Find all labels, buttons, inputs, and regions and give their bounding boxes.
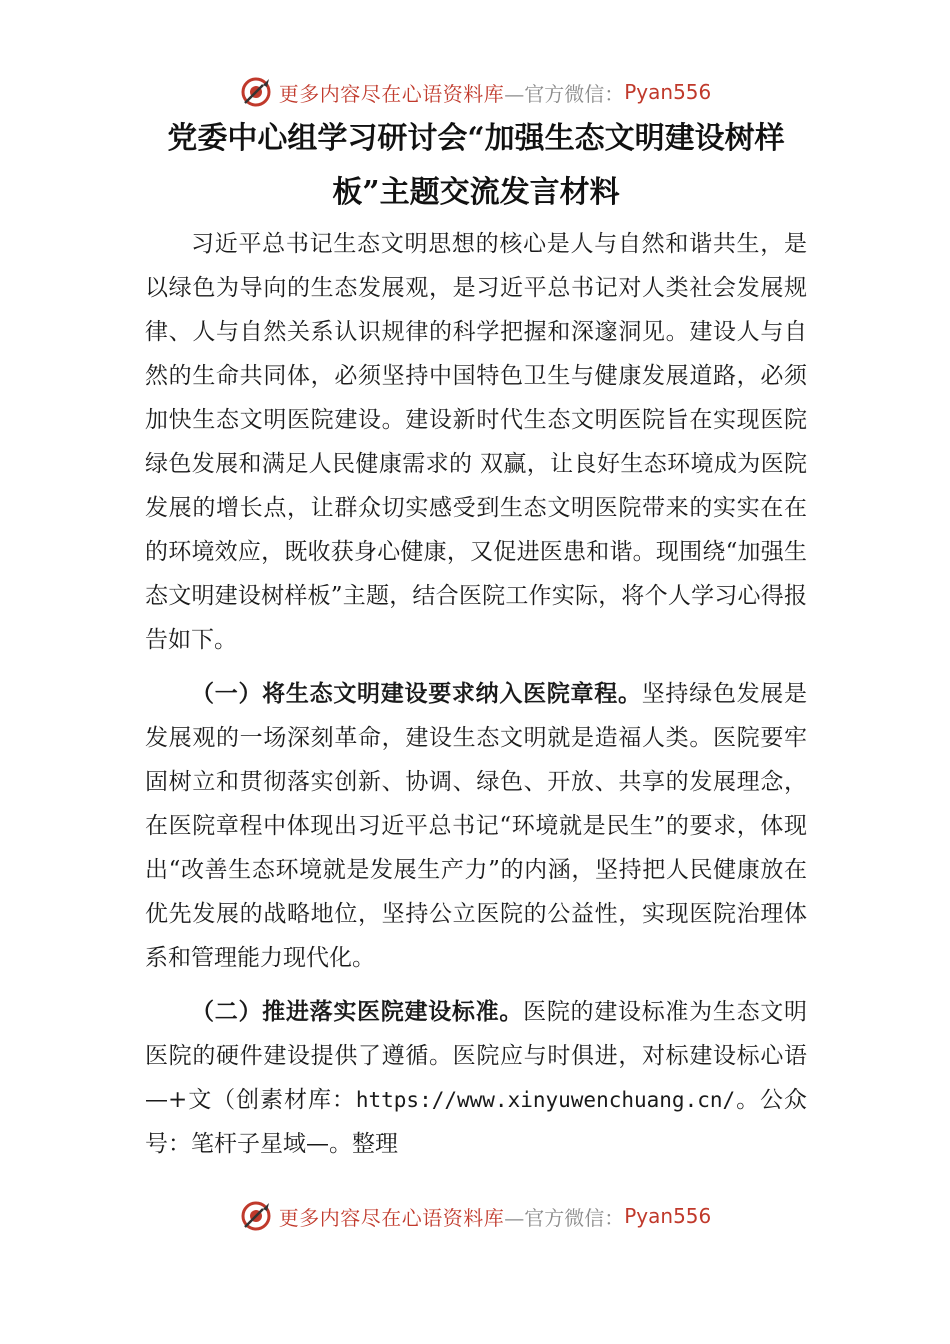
watermark-separator: —官方微信： [504, 1205, 625, 1230]
watermark-wechat-id: Pyan556 [624, 80, 712, 104]
section-2-paragraph [145, 990, 807, 1166]
watermark-wechat-id: Pyan556 [624, 1204, 712, 1228]
source-url: https://www.xinyuwenchuang.cn/ [355, 1088, 736, 1112]
document-title: 党委中心组学习研讨会“加强生态文明建设树样板”主题交流发言材料 [167, 121, 785, 210]
section-1-body: 坚持绿色发展是发展观的一场深刻革命，建设生态文明就是造福人类。医院要牢固树立和贯彻落实创新、协调、绿色、开放、共享的发展理念，在医院章程中体现出习近平总书记“环境就是民生”的要求，体现出“改善生态环境就是发展生产力”的内涵，坚持把人民健康放在优先发展的战略地位，坚持公立医院的公益性，实现医院治理体系和管理能力现代化。 [145, 681, 808, 971]
logo-icon [239, 75, 273, 109]
watermark-separator: —官方微信： [504, 81, 625, 106]
intro-paragraph: 习近平总书记生态文明思想的核心是人与自然和谐共生，是以绿色为导向的生态发展观，是习近平总书记对人类社会发展规律、人与自然关系认识规律的科学把握和深邃洞见。建设人与自然的生命共同体，必须坚持中国特色卫生与健康发展道路，必须加快生态文明医院建设。建设新时代生态文明医院旨在实现医院绿色发展和满足人民健康需求的 双赢，让良好生态环境成为医院发展的增长点，让群众切实感受到生态文明医院带来的实实在在的环境效应，既收获身心健康，又促进医患和谐。现围绕“加强生态文明建设树样板”主题，结合医院工作实际，将个人学习心得报告如下。 [145, 231, 807, 653]
section-2-heading: （二）推进落实医院建设标准。 [191, 999, 524, 1025]
watermark-footer [0, 1196, 950, 1236]
logo-icon [239, 1199, 273, 1233]
watermark-header [0, 72, 950, 112]
section-1-heading: （一）将生态文明建设要求纳入医院章程。 [191, 681, 642, 707]
section-2-body: 医院的建设标准为生态文明医院的硬件建设提供了遵循。医院应与时俱进，对标建设标心语—+文（创素材库： [145, 999, 808, 1113]
document-body [145, 222, 807, 1166]
watermark-text: 更多内容尽在心语资料库 [278, 1205, 505, 1230]
section-1-paragraph [145, 672, 807, 980]
section-2-tail: 。公众号：笔杆子星域—。整理 [145, 1087, 807, 1157]
watermark-text: 更多内容尽在心语资料库 [278, 81, 505, 106]
